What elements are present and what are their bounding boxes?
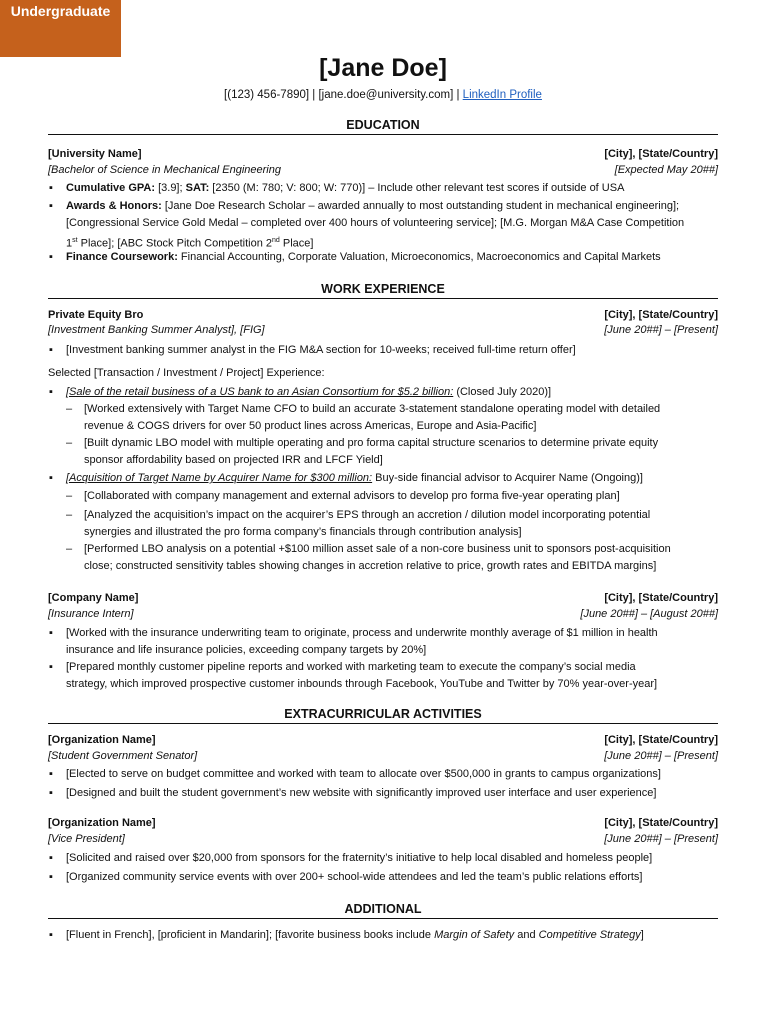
degree: [Bachelor of Science in Mechanical Engineering	[48, 164, 281, 176]
bullet-icon: ▪	[49, 852, 53, 864]
deal2-sub-1-text: [Collaborated with company management and external advisors to develop pro forma five-year operating plan]	[84, 490, 620, 502]
contact-text: [(123) 456-7890] | [jane.doe@university.com] |	[224, 89, 463, 101]
bullet-icon: ▪	[49, 182, 53, 194]
extra1-date: [June 20##] – [Present]	[604, 750, 718, 762]
awards-sup-1: st	[72, 237, 78, 244]
bullet-icon: ▪	[49, 200, 53, 212]
awards-line-3a: 1	[66, 237, 73, 250]
work2-role: [Insurance Intern]	[48, 608, 134, 620]
extra2-bullet-1-text: [Solicited and raised over $20,000 from sponsors for the fraternity’s initiative to help local disabled and homeless people]	[66, 852, 653, 864]
gpa-label: Cumulative GPA:	[66, 182, 156, 194]
bullet-icon: ▪	[49, 661, 53, 673]
work2-bullet-1-line-1: [Worked with the insurance underwriting team to originate, process and underwrite monthly average of $1 million in health	[66, 627, 658, 639]
awards-sup-2: nd	[272, 237, 280, 244]
additional-text-pre: [Fluent in French], [proficient in Mandarin]; [favorite business books include	[66, 929, 435, 941]
deal2-sub-2-line-1: [Analyzed the acquisition’s impact on the acquirer’s EPS through an accretion / dilution model incorporating potential	[84, 509, 651, 521]
deal1-sub-2-line-2: sponsor affordability based on projected IRR and LFCF Yield]	[84, 454, 383, 466]
awards-label: Awards & Honors:	[66, 200, 162, 212]
deal2-sub-2-line-2: synergies and illustrated the pro forma company’s financials through contribution analysis]	[84, 526, 522, 538]
graduation-date: [Expected May 20##]	[614, 164, 718, 176]
book-competitive-strategy: Competitive Strategy	[538, 929, 641, 941]
extra2-org: [Organization Name]	[48, 817, 156, 829]
extra2-location: [City], [State/Country]	[604, 817, 718, 829]
extra2-date: [June 20##] – [Present]	[604, 833, 718, 845]
extra2-role: [Vice President]	[48, 833, 125, 845]
work2-bullet-2-line-1: [Prepared monthly customer pipeline reports and worked with marketing team to execute the company’s social media	[66, 661, 636, 673]
bullet-icon: ▪	[49, 386, 53, 398]
undergraduate-badge: Undergraduate	[0, 0, 121, 57]
deal1-status: (Closed July 2020)]	[453, 386, 552, 398]
section-education: EDUCATION	[48, 118, 718, 135]
work2-company: [Company Name]	[48, 592, 139, 604]
awards-line-2: [Congressional Service Gold Medal – completed over 400 hours of volunteering service]; [M.G. Morgan M&A Case Competition	[66, 217, 685, 229]
coursework-value: Financial Accounting, Corporate Valuation, Microeconomics, Macroeconomics and Capital Markets	[177, 251, 661, 263]
contact-line	[48, 89, 718, 101]
work2-location: [City], [State/Country]	[604, 592, 718, 604]
extra1-bullet-2-text: [Designed and built the student government’s new website with significantly improved user interface and user experience]	[66, 787, 657, 799]
work1-role: [Investment Banking Summer Analyst], [FIG]	[48, 324, 265, 336]
work2-bullet-1-line-2: insurance and life insurance policies, exceeding company targets by 20%]	[66, 644, 427, 656]
awards-line-3c: Place]	[279, 237, 314, 250]
deal1-sub-1-line-1: [Worked extensively with Target Name CFO to build an accurate 3-statement standalone operating model with detailed	[84, 403, 661, 415]
bullet-icon: ▪	[49, 627, 53, 639]
school-name: [University Name]	[48, 148, 142, 160]
sat-label: SAT:	[185, 182, 210, 194]
sat-value: [2350 (M: 780; V: 800; W: 770)] – Include other relevant test scores if outside of USA	[209, 182, 625, 194]
work2-date: [June 20##] – [August 20##]	[580, 608, 718, 620]
section-extracurricular: EXTRACURRICULAR ACTIVITIES	[48, 707, 718, 724]
deal1-title: [Sale of the retail business of a US bank to an Asian Consortium for $5.2 billion:	[66, 386, 454, 398]
section-additional: ADDITIONAL	[48, 902, 718, 919]
bullet-icon: ▪	[49, 929, 53, 941]
deal2-status: Buy-side financial advisor to Acquirer Name (Ongoing)]	[372, 472, 643, 484]
work1-bullet-1-text: [Investment banking summer analyst in the FIG M&A section for 10-weeks; received full-time return offer]	[66, 344, 576, 356]
work2-bullet-2-line-2: strategy, which improved prospective customer inbounds through Facebook, YouTube and Twitter by 70% year-over-year]	[66, 678, 658, 690]
bullet-icon: ▪	[49, 251, 53, 263]
work1-location: [City], [State/Country]	[604, 309, 718, 321]
deal1-sub-1-line-2: revenue & COGS drivers for over 50 product lines across Americas, Europe and Asia-Pacific]	[84, 420, 537, 432]
deal1-sub-2-line-1: [Built dynamic LBO model with multiple operating and pro forma capital structure scenarios to determine private equity	[84, 437, 659, 449]
bullet-icon: ▪	[49, 472, 53, 484]
extra1-org: [Organization Name]	[48, 734, 156, 746]
extra1-role: [Student Government Senator]	[48, 750, 198, 762]
extra1-location: [City], [State/Country]	[604, 734, 718, 746]
bullet-icon: ▪	[49, 871, 53, 883]
dash-icon: –	[66, 403, 73, 415]
selected-experience-label: Selected [Transaction / Investment / Project] Experience:	[48, 367, 325, 379]
extra1-bullet-1-text: [Elected to serve on budget committee and worked with team to allocate over $500,000 in grants to campus organizations]	[66, 768, 661, 780]
deal2-sub-3-line-1: [Performed LBO analysis on a potential +$100 million asset sale of a non-core business unit to sponsors post-acquisition	[84, 543, 671, 555]
deal2-sub-3-line-2: close; constructed sensitivity tables showing changes in accretion relative to price, growth rates and EBITDA margins]	[84, 560, 657, 572]
dash-icon: –	[66, 437, 73, 449]
deal2-title: [Acquisition of Target Name by Acquirer Name for $300 million:	[66, 472, 373, 484]
work1-date: [June 20##] – [Present]	[604, 324, 718, 336]
additional-text-post: ]	[640, 929, 644, 941]
gpa-value: [3.9];	[155, 182, 186, 194]
work1-company: Private Equity Bro	[48, 309, 144, 321]
bullet-icon: ▪	[49, 787, 53, 799]
school-location: [City], [State/Country]	[604, 148, 718, 160]
bullet-icon: ▪	[49, 344, 53, 356]
additional-text-mid: and	[514, 929, 539, 941]
dash-icon: –	[66, 509, 73, 521]
dash-icon: –	[66, 543, 73, 555]
linkedin-link[interactable]: LinkedIn Profile	[462, 89, 542, 101]
bullet-icon: ▪	[49, 768, 53, 780]
extra2-bullet-2-text: [Organized community service events with over 200+ school-wide attendees and led the team’s public relations efforts]	[66, 871, 643, 883]
resume-name: [Jane Doe]	[319, 54, 447, 82]
book-margin-of-safety: Margin of Safety	[434, 929, 515, 941]
dash-icon: –	[66, 490, 73, 502]
awards-line-1: [Jane Doe Research Scholar – awarded annually to most outstanding student in mechanical engineering];	[161, 200, 680, 212]
section-work-experience: WORK EXPERIENCE	[48, 282, 718, 299]
coursework-label: Finance Coursework:	[66, 251, 178, 263]
awards-line-3b: Place]; [ABC Stock Pitch Competition 2	[77, 237, 272, 250]
